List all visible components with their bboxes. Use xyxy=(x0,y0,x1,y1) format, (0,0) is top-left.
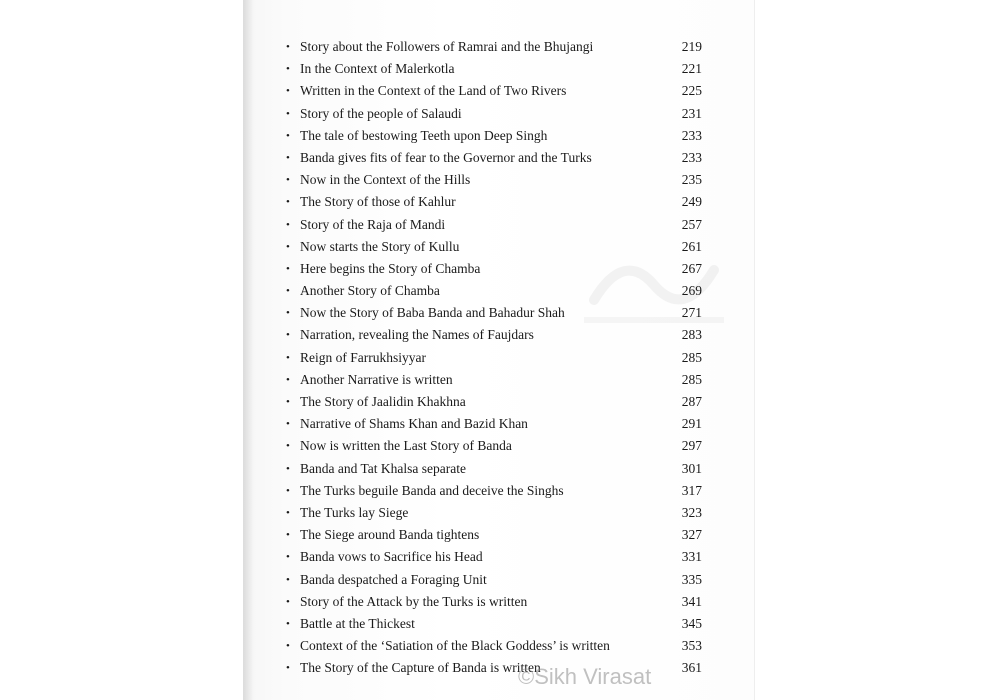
toc-entry xyxy=(244,413,754,435)
entry-title: Banda despatched a Foraging Unit xyxy=(300,571,487,587)
bullet-icon: • xyxy=(286,640,290,653)
entry-page-number: 331 xyxy=(681,549,702,565)
entry-page-number: 233 xyxy=(681,149,702,165)
bullet-icon: • xyxy=(286,351,290,364)
toc-entry xyxy=(244,214,754,236)
toc-entry xyxy=(244,324,754,346)
entry-title: Context of the ‘Satiation of the Black Goddess’ is written xyxy=(300,638,610,654)
bullet-icon: • xyxy=(286,662,290,675)
bullet-icon: • xyxy=(286,151,290,164)
entry-page-number: 291 xyxy=(681,416,702,432)
entry-title: Now the Story of Baba Banda and Bahadur Shah xyxy=(300,305,565,321)
toc-entry xyxy=(244,635,754,657)
entry-title: The Story of the Capture of Banda is written xyxy=(300,660,541,676)
bullet-icon: • xyxy=(286,462,290,475)
entry-title: Narrative of Shams Khan and Bazid Khan xyxy=(300,416,528,432)
entry-title: Written in the Context of the Land of Two Rivers xyxy=(300,83,567,99)
toc-entry xyxy=(244,103,754,125)
entry-page-number: 231 xyxy=(681,105,702,121)
entry-title: Banda vows to Sacrifice his Head xyxy=(300,549,483,565)
entry-page-number: 327 xyxy=(681,527,702,543)
toc-entry xyxy=(244,569,754,591)
entry-title: Banda gives fits of fear to the Governor and the Turks xyxy=(300,149,592,165)
entry-page-number: 257 xyxy=(681,216,702,232)
toc-entry xyxy=(244,480,754,502)
entry-page-number: 301 xyxy=(681,460,702,476)
entry-page-number: 287 xyxy=(681,394,702,409)
entry-page-number: 297 xyxy=(681,438,702,454)
entry-title: Now starts the Story of Kullu xyxy=(300,238,460,254)
bullet-icon: • xyxy=(286,573,290,586)
entry-title: Now is written the Last Story of Banda xyxy=(300,438,512,454)
table-of-contents xyxy=(244,36,754,679)
entry-title: Battle at the Thickest xyxy=(300,615,415,631)
toc-entry xyxy=(244,125,754,147)
bullet-icon: • xyxy=(286,329,290,342)
bullet-icon: • xyxy=(286,617,290,630)
toc-entry xyxy=(244,502,754,524)
entry-title: The tale of bestowing Teeth upon Deep Singh xyxy=(300,127,548,143)
bullet-icon: • xyxy=(286,529,290,542)
entry-page-number: 249 xyxy=(681,194,702,210)
toc-entry xyxy=(244,258,754,280)
entry-page-number: 317 xyxy=(681,482,702,498)
entry-title: Now in the Context of the Hills xyxy=(300,172,471,188)
toc-entry xyxy=(244,80,754,102)
bullet-icon: • xyxy=(286,285,290,298)
bullet-icon: • xyxy=(286,107,290,120)
bullet-icon: • xyxy=(286,240,290,253)
toc-entry xyxy=(244,458,754,480)
bullet-icon: • xyxy=(286,218,290,231)
toc-entry xyxy=(244,191,754,213)
toc-entry xyxy=(244,347,754,369)
entry-page-number: 225 xyxy=(681,83,702,99)
bullet-icon: • xyxy=(286,85,290,98)
bullet-icon: • xyxy=(286,551,290,564)
entry-title: The Turks lay Siege xyxy=(300,504,409,520)
toc-entry xyxy=(244,147,754,169)
entry-page-number: 233 xyxy=(681,127,702,143)
entry-page-number: 345 xyxy=(681,615,702,631)
bullet-icon: • xyxy=(286,506,290,519)
toc-entry xyxy=(244,369,754,391)
toc-entry xyxy=(244,58,754,80)
entry-page-number: 353 xyxy=(681,638,702,654)
entry-page-number: 361 xyxy=(681,660,702,676)
toc-entry xyxy=(244,657,754,679)
entry-title: The Siege around Banda tightens xyxy=(300,527,480,543)
bullet-icon: • xyxy=(286,262,290,275)
toc-entry xyxy=(244,236,754,258)
bullet-icon: • xyxy=(286,129,290,142)
entry-page-number: 285 xyxy=(681,349,702,365)
entry-page-number: 283 xyxy=(681,327,702,343)
entry-title: The Turks beguile Banda and deceive the Singhs xyxy=(300,482,564,498)
entry-page-number: 285 xyxy=(681,371,702,387)
bullet-icon: • xyxy=(286,63,290,76)
entry-title: Story of the Raja of Mandi xyxy=(300,216,446,232)
watermark-text: ©Sikh Virasat xyxy=(518,664,652,689)
entry-title: Another Story of Chamba xyxy=(300,283,440,299)
bullet-icon: • xyxy=(286,41,290,53)
entry-title: Story of the people of Salaudi xyxy=(300,105,462,121)
bullet-icon: • xyxy=(286,484,290,497)
toc-entry xyxy=(244,280,754,302)
entry-page-number: 267 xyxy=(681,260,702,276)
toc-entry xyxy=(244,435,754,457)
toc-entry xyxy=(244,36,754,58)
toc-entry xyxy=(244,391,754,413)
entry-page-number: 323 xyxy=(681,504,702,520)
bullet-icon: • xyxy=(286,418,290,431)
entry-title: Banda and Tat Khalsa separate xyxy=(300,460,466,476)
entry-page-number: 269 xyxy=(681,283,702,299)
bullet-icon: • xyxy=(286,373,290,386)
entry-page-number: 271 xyxy=(681,305,702,321)
bullet-icon: • xyxy=(286,396,290,408)
entry-page-number: 341 xyxy=(681,593,702,609)
book-page xyxy=(244,0,754,700)
entry-title: Reign of Farrukhsiyyar xyxy=(300,349,426,365)
entry-title: In the Context of Malerkotla xyxy=(300,61,455,77)
entry-title: Story of the Attack by the Turks is written xyxy=(300,593,528,609)
bullet-icon: • xyxy=(286,440,290,453)
entry-page-number: 335 xyxy=(681,571,702,587)
entry-title: Narration, revealing the Names of Faujdars xyxy=(300,327,534,343)
bullet-icon: • xyxy=(286,307,290,320)
bullet-icon: • xyxy=(286,174,290,187)
entry-title: The Story of those of Kahlur xyxy=(300,194,456,210)
entry-title: Story about the Followers of Ramrai and the Bhujangi xyxy=(300,39,594,54)
entry-page-number: 235 xyxy=(681,172,702,188)
entry-title: The Story of Jaalidin Khakhna xyxy=(300,394,466,409)
entry-title: Another Narrative is written xyxy=(300,371,453,387)
entry-page-number: 261 xyxy=(681,238,702,254)
toc-entry xyxy=(244,169,754,191)
toc-entry xyxy=(244,613,754,635)
bullet-icon: • xyxy=(286,595,290,608)
entry-title: Here begins the Story of Chamba xyxy=(300,260,481,276)
toc-entry xyxy=(244,302,754,324)
toc-entry xyxy=(244,524,754,546)
entry-page-number: 221 xyxy=(681,61,702,77)
bullet-icon: • xyxy=(286,196,290,209)
toc-entry xyxy=(244,546,754,568)
entry-page-number: 219 xyxy=(681,39,702,54)
toc-entry xyxy=(244,591,754,613)
